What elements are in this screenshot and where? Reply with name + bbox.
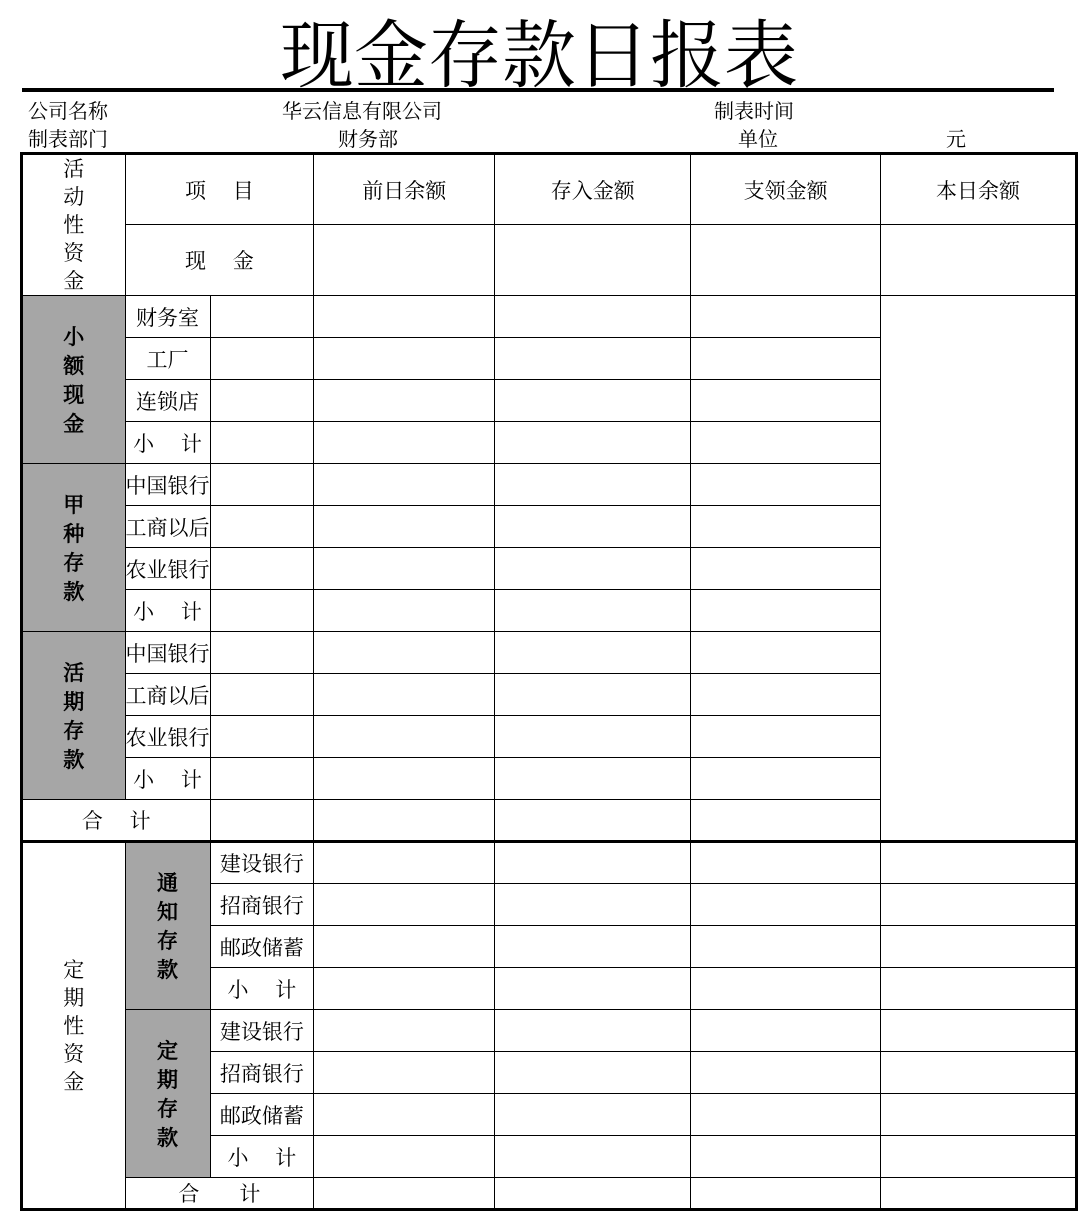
cell-input[interactable] — [314, 1094, 495, 1136]
table-row — [22, 506, 1077, 548]
row-label: 小 计 — [125, 758, 210, 800]
cell-input[interactable] — [495, 296, 691, 338]
table-row — [22, 632, 1077, 674]
table-row — [22, 296, 1077, 338]
cell-input[interactable] — [314, 1136, 495, 1178]
cell-input[interactable] — [881, 842, 1077, 884]
report-title: 现金存款日报表 — [280, 13, 798, 99]
cell-input[interactable] — [691, 1010, 881, 1052]
cell-input[interactable] — [495, 632, 691, 674]
cell-input[interactable] — [314, 590, 495, 632]
row-label: 中国银行 — [125, 632, 210, 674]
row-label: 中国银行 — [125, 464, 210, 506]
cell-input[interactable] — [881, 1136, 1077, 1178]
cell-input[interactable] — [495, 338, 691, 380]
cell-input[interactable] — [691, 674, 881, 716]
unit-label: 单位 — [738, 127, 778, 151]
cell-input[interactable] — [691, 548, 881, 590]
cell-input[interactable] — [691, 632, 881, 674]
glyph: 款 — [157, 1124, 179, 1150]
table-row — [22, 548, 1077, 590]
cell-input[interactable] — [881, 1052, 1077, 1094]
unit-value: 元 — [946, 127, 966, 151]
cell-input[interactable] — [210, 716, 314, 758]
cell-input[interactable] — [691, 1178, 881, 1210]
cell-input[interactable] — [495, 884, 691, 926]
table-row — [22, 225, 1077, 296]
table-row — [22, 842, 1077, 884]
row-label: 小 计 — [125, 422, 210, 464]
cell-input[interactable] — [495, 548, 691, 590]
cell-input[interactable] — [314, 548, 495, 590]
cell-input[interactable] — [495, 380, 691, 422]
row-label-total: 合 计 — [22, 800, 211, 842]
cell-input[interactable] — [495, 1136, 691, 1178]
row-label: 工厂 — [125, 338, 210, 380]
table-row — [22, 422, 1077, 464]
group-petty — [22, 296, 126, 464]
row-label: 邮政储蓄 — [210, 1094, 314, 1136]
cash-deposit-table — [20, 152, 1078, 1211]
group-class_a — [22, 464, 126, 632]
cell-input[interactable] — [495, 506, 691, 548]
cell-input[interactable] — [691, 506, 881, 548]
cell-input[interactable] — [210, 548, 314, 590]
header-withdrawal: 支领金额 — [691, 154, 881, 225]
cell-input[interactable] — [495, 716, 691, 758]
group-notice — [125, 842, 210, 1010]
row-label: 小 计 — [210, 968, 314, 1010]
cell-input[interactable] — [691, 884, 881, 926]
company-label: 公司名称 — [28, 99, 108, 123]
table-row — [22, 758, 1077, 800]
row-label: 招商银行 — [210, 884, 314, 926]
header-today-balance: 本日余额 — [881, 154, 1077, 225]
glyph: 动 — [63, 185, 85, 209]
cell-input[interactable] — [691, 380, 881, 422]
glyph: 活 — [63, 659, 85, 685]
cell-input[interactable] — [495, 1094, 691, 1136]
cell-input[interactable] — [691, 225, 881, 296]
cell-input[interactable] — [495, 1178, 691, 1210]
glyph: 性 — [63, 213, 85, 237]
cell-input[interactable] — [314, 296, 495, 338]
cell-input[interactable] — [691, 842, 881, 884]
glyph: 款 — [63, 746, 85, 772]
cell-input[interactable] — [314, 1010, 495, 1052]
cell-input[interactable] — [881, 1178, 1077, 1210]
cell-input[interactable] — [314, 800, 495, 842]
cell-input[interactable] — [314, 632, 495, 674]
title-underline — [22, 88, 1054, 92]
cell-input[interactable] — [210, 380, 314, 422]
cell-input[interactable] — [210, 800, 314, 842]
header-deposit: 存入金额 — [495, 154, 691, 225]
row-label: 招商银行 — [210, 1052, 314, 1094]
report-time-label: 制表时间 — [714, 99, 794, 123]
glyph: 通 — [157, 870, 179, 895]
cell-input[interactable] — [314, 506, 495, 548]
cell-input[interactable] — [314, 225, 495, 296]
cell-input[interactable] — [881, 926, 1077, 968]
glyph: 期 — [157, 1066, 179, 1092]
row-label: 农业银行 — [125, 548, 210, 590]
cell-input[interactable] — [210, 506, 314, 548]
cell-input[interactable] — [495, 968, 691, 1010]
cell-input[interactable] — [210, 674, 314, 716]
cell-input[interactable] — [691, 1094, 881, 1136]
glyph: 小 — [63, 323, 85, 349]
glyph: 款 — [63, 578, 85, 604]
cell-input[interactable] — [314, 716, 495, 758]
company-name: 华云信息有限公司 — [282, 99, 442, 123]
department-label: 制表部门 — [28, 127, 108, 151]
cell-input[interactable] — [314, 968, 495, 1010]
glyph: 存 — [63, 717, 85, 743]
cell-input[interactable] — [210, 758, 314, 800]
cell-input[interactable] — [495, 1052, 691, 1094]
cell-input[interactable] — [691, 926, 881, 968]
row-label: 小 计 — [125, 590, 210, 632]
group-term — [125, 1010, 210, 1178]
row-label-total: 合 计 — [125, 1178, 314, 1210]
row-label: 建设银行 — [210, 1010, 314, 1052]
table-row — [22, 464, 1077, 506]
row-label: 邮政储蓄 — [210, 926, 314, 968]
cell-input[interactable] — [314, 464, 495, 506]
cell-input[interactable] — [691, 800, 881, 842]
cell-input[interactable] — [691, 296, 881, 338]
glyph: 金 — [63, 410, 85, 436]
glyph: 存 — [157, 1095, 179, 1121]
table-row — [22, 800, 1077, 842]
cell-input[interactable] — [495, 926, 691, 968]
cell-input[interactable] — [210, 632, 314, 674]
cell-input[interactable] — [210, 422, 314, 464]
glyph: 存 — [63, 549, 85, 575]
glyph: 定 — [63, 957, 85, 982]
row-label: 小 计 — [210, 1136, 314, 1178]
table-row — [22, 1178, 1077, 1210]
cell-input[interactable] — [314, 758, 495, 800]
department-name: 财务部 — [338, 127, 398, 151]
glyph: 期 — [63, 985, 85, 1010]
cell-input[interactable] — [495, 758, 691, 800]
cell-input[interactable] — [881, 1010, 1077, 1052]
cell-input[interactable] — [495, 842, 691, 884]
row-label-cash: 现 金 — [125, 225, 314, 296]
cell-input[interactable] — [881, 968, 1077, 1010]
cell-input[interactable] — [691, 338, 881, 380]
glyph: 资 — [63, 241, 85, 265]
row-label: 工商以后 — [125, 506, 210, 548]
cell-input[interactable] — [691, 968, 881, 1010]
table-row — [22, 716, 1077, 758]
glyph: 存 — [157, 928, 179, 953]
cell-input[interactable] — [495, 464, 691, 506]
cell-input[interactable] — [495, 800, 691, 842]
glyph: 现 — [63, 381, 85, 407]
glyph: 定 — [157, 1037, 179, 1063]
cell-input[interactable] — [495, 1010, 691, 1052]
cell-input[interactable] — [314, 926, 495, 968]
table-row — [22, 338, 1077, 380]
cell-input[interactable] — [691, 716, 881, 758]
table-row — [22, 590, 1077, 632]
cell-input[interactable] — [881, 225, 1077, 296]
cell-input[interactable] — [314, 380, 495, 422]
header-prev-balance: 前日余额 — [314, 154, 495, 225]
cell-input[interactable] — [691, 422, 881, 464]
row-label: 农业银行 — [125, 716, 210, 758]
cell-input[interactable] — [314, 338, 495, 380]
table-row — [22, 674, 1077, 716]
glyph: 性 — [63, 1013, 85, 1038]
cell-input[interactable] — [691, 464, 881, 506]
cell-input[interactable] — [691, 590, 881, 632]
cell-input[interactable] — [881, 1094, 1077, 1136]
table-row — [22, 380, 1077, 422]
glyph: 种 — [63, 520, 85, 546]
glyph: 金 — [63, 269, 85, 293]
cell-input[interactable] — [314, 884, 495, 926]
glyph: 金 — [63, 1069, 85, 1094]
row-label: 连锁店 — [125, 380, 210, 422]
glyph: 知 — [157, 899, 179, 924]
group-current — [22, 632, 126, 800]
header-row — [22, 154, 1077, 225]
glyph: 款 — [157, 957, 179, 982]
row-label: 建设银行 — [210, 842, 314, 884]
row-label: 财务室 — [125, 296, 210, 338]
glyph: 甲 — [63, 491, 85, 517]
cell-input[interactable] — [314, 1052, 495, 1094]
glyph: 期 — [63, 688, 85, 714]
cell-input[interactable] — [314, 842, 495, 884]
cell-input[interactable] — [495, 674, 691, 716]
cell-input[interactable] — [210, 296, 314, 338]
cell-input[interactable] — [881, 884, 1077, 926]
glyph: 额 — [63, 352, 85, 378]
cell-input[interactable] — [495, 422, 691, 464]
cell-input[interactable] — [314, 422, 495, 464]
section-active-funds — [22, 154, 126, 296]
table-row — [22, 1010, 1077, 1052]
cell-input[interactable] — [691, 758, 881, 800]
cell-input[interactable] — [691, 1052, 881, 1094]
cell-input[interactable] — [495, 225, 691, 296]
cell-input[interactable] — [210, 338, 314, 380]
cell-input[interactable] — [495, 590, 691, 632]
header-item: 项 目 — [125, 154, 314, 225]
cell-input[interactable] — [210, 464, 314, 506]
cell-input[interactable] — [210, 590, 314, 632]
glyph: 资 — [63, 1041, 85, 1066]
cell-input[interactable] — [314, 1178, 495, 1210]
cell-input[interactable] — [691, 1136, 881, 1178]
row-label: 工商以后 — [125, 674, 210, 716]
cell-input[interactable] — [314, 674, 495, 716]
section-fixed-funds — [22, 842, 126, 1210]
glyph: 活 — [63, 157, 85, 181]
